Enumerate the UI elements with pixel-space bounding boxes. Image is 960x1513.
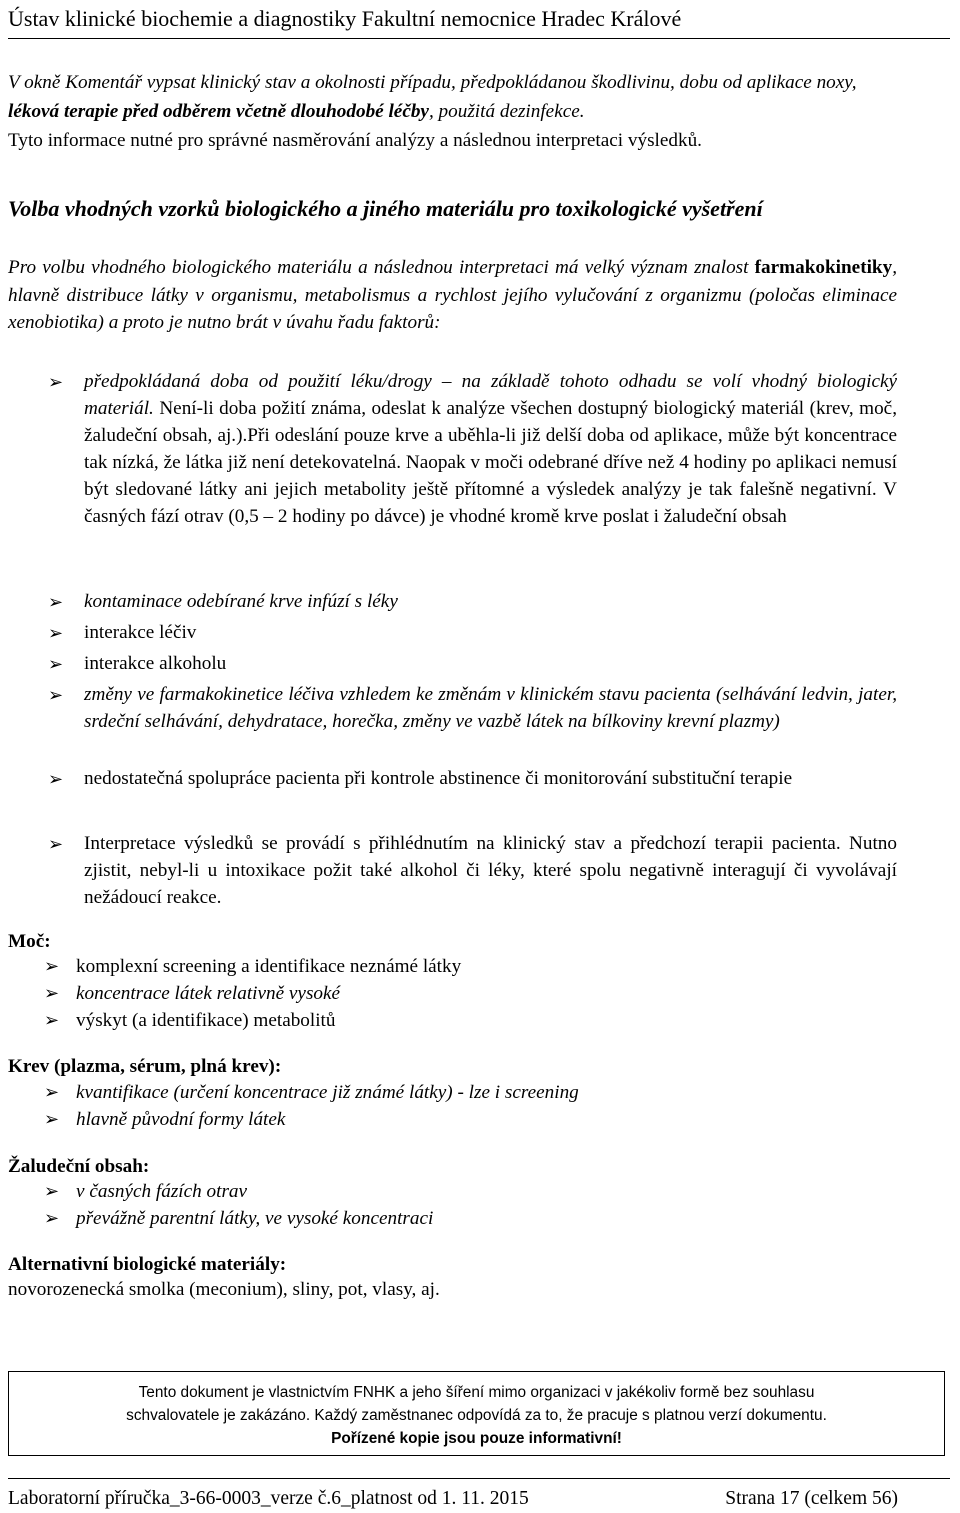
footer-divider <box>8 1478 950 1479</box>
list-item <box>44 1205 896 1232</box>
bullet-text: Interpretace výsledků se provádí s přihlédnutím na klinický stav a předchozí terapii pacienta. Nutno zjistit, nebyl-li u intoxikace požit také alkohol či léky, které spolu negativně interagují či vyvolávají nežádoucí reakce. <box>84 833 897 908</box>
intro-paragraph <box>8 68 898 155</box>
notice-line-3: Pořízené kopie jsou pouze informativní! <box>331 1430 622 1447</box>
header-divider <box>8 38 950 39</box>
list-item <box>44 1106 896 1133</box>
bullet-text: v časných fázích otrav <box>76 1181 248 1202</box>
intro-text-1: V okně Komentář vypsat klinický stav a okolnosti případu, předpokládanou škodlivinu, dobu od aplikace noxy, <box>8 72 857 93</box>
bullet-arrow-icon: ➢ <box>48 592 64 612</box>
list-item <box>48 831 897 912</box>
bullet-arrow-icon: ➢ <box>48 372 64 392</box>
bullet-text: hlavně původní formy látek <box>76 1109 286 1130</box>
bullet-arrow-icon: ➢ <box>48 623 64 643</box>
intro-text-bold: léková terapie před odběrem včetně dlouhodobé léčby <box>8 101 429 122</box>
bullet-arrow-icon: ➢ <box>48 685 64 705</box>
intro-text-1-end: , použitá dezinfekce. <box>428 101 585 122</box>
list-item <box>44 1007 896 1034</box>
bullet-text: kvantifikace (určení koncentrace již známé látky) - lze i screening <box>76 1082 579 1103</box>
bullet-text: koncentrace látek relativně vysoké <box>76 983 341 1004</box>
section-heading-krev: Krev (plazma, sérum, plná krev): <box>8 1056 282 1077</box>
factors-text-bold: farmakokinetiky <box>754 257 893 278</box>
footer-document-id: Laboratorní příručka_3-66-0003_verze č.6_platnost od 1. 11. 2015 <box>8 1488 529 1509</box>
bullet-text-plain: Není-li doba požití známa, odeslat k analýze všechen dostupný biologický materiál (krev, moč, žaludeční obsah, aj.).Při odeslání pouze krve a uběhla-li již delší doba od aplikace, může být koncentrace tak nízká, že látka již není detekovatelná. Naopak v moči odebrané dříve než 4 hodiny po aplikaci nemusí být sledované látky ani jejich metabolity ještě přítomné a výsledek analýzy je tak falešně negativní. V časných fází otrav (0,5 – 2 hodiny po dávce) je vhodné kromě krve poslat i žaludeční obsah <box>84 397 897 527</box>
section-heading-moc: Moč: <box>8 931 51 952</box>
section-heading-alternative: Alternativní biologické materiály: <box>8 1254 287 1275</box>
bullet-arrow-icon: ➢ <box>48 834 64 854</box>
list-item <box>44 1079 896 1106</box>
bullet-arrow-icon: ➢ <box>44 1208 60 1228</box>
factors-text-b: , hlavně distribuce látky v organismu, metabolismus a rychlost jejího vylučování z organizmu (poločas eliminace xenobiotika) a proto je nutno brát v úvahu řadu faktorů: <box>8 257 897 333</box>
list-item <box>48 369 897 530</box>
footer-page-number: Strana 17 (celkem 56) <box>725 1488 898 1509</box>
section-heading-zaludek: Žaludeční obsah: <box>8 1156 150 1177</box>
bullet-arrow-icon: ➢ <box>44 1109 60 1129</box>
bullet-arrow-icon: ➢ <box>48 769 64 789</box>
bullet-text: převážně parentní látky, ve vysoké koncentraci <box>76 1208 434 1229</box>
bullet-text: kontaminace odebírané krve infúzí s léky <box>84 591 398 612</box>
list-item <box>48 589 897 616</box>
list-item <box>44 953 896 980</box>
section-title: Volba vhodných vzorků biologického a jiného materiálu pro toxikologické vyšetření <box>8 196 763 221</box>
factors-paragraph <box>8 254 897 337</box>
bullet-arrow-icon: ➢ <box>44 1082 60 1102</box>
page-header: Ústav klinické biochemie a diagnostiky Fakultní nemocnice Hradec Králové <box>8 6 682 31</box>
intro-text-2: Tyto informace nutné pro správné nasměrování analýzy a následnou interpretaci výsledků. <box>8 130 702 151</box>
bullet-text: nedostatečná spolupráce pacienta při kontrole abstinence či monitorování substituční terapie <box>84 768 793 789</box>
ownership-notice-box <box>8 1371 945 1456</box>
bullet-arrow-icon: ➢ <box>44 1010 60 1030</box>
list-item <box>48 620 897 647</box>
factors-text-a: Pro volbu vhodného biologického materiálu a následnou interpretaci má velký význam znalost <box>8 257 755 278</box>
list-item <box>48 766 897 793</box>
bullet-text-italic: předpokládaná doba od použití léku/drogy – na základě tohoto odhadu se volí vhodný biologický materiál. <box>84 371 897 419</box>
bullet-text: výskyt (a identifikace) metabolitů <box>76 1010 336 1031</box>
bullet-text: interakce alkoholu <box>84 653 227 674</box>
notice-line-2: schvalovatele je zakázáno. Každý zaměstnanec odpovídá za to, že pracuje s platnou verzí dokumentu. <box>126 1407 827 1424</box>
list-item <box>48 682 897 736</box>
bullet-arrow-icon: ➢ <box>44 956 60 976</box>
bullet-text: komplexní screening a identifikace neznámé látky <box>76 956 462 977</box>
notice-line-1: Tento dokument je vlastnictvím FNHK a jeho šíření mimo organizaci v jakékoliv formě bez souhlasu <box>138 1384 815 1401</box>
list-item <box>44 980 896 1007</box>
bullet-arrow-icon: ➢ <box>48 654 64 674</box>
alternative-materials-text: novorozenecká smolka (meconium), sliny, pot, vlasy, aj. <box>8 1279 440 1300</box>
bullet-text: změny ve farmakokinetice léčiva vzhledem ke změnám v klinickém stavu pacienta (selhávání ledvin, jater, srdeční selhávání, dehydratace, horečka, změny ve vazbě látek na bílkoviny krevní plazmy) <box>84 684 897 732</box>
bullet-arrow-icon: ➢ <box>44 983 60 1003</box>
list-item <box>44 1178 896 1205</box>
list-item <box>48 651 897 678</box>
bullet-text: interakce léčiv <box>84 622 197 643</box>
bullet-arrow-icon: ➢ <box>44 1181 60 1201</box>
